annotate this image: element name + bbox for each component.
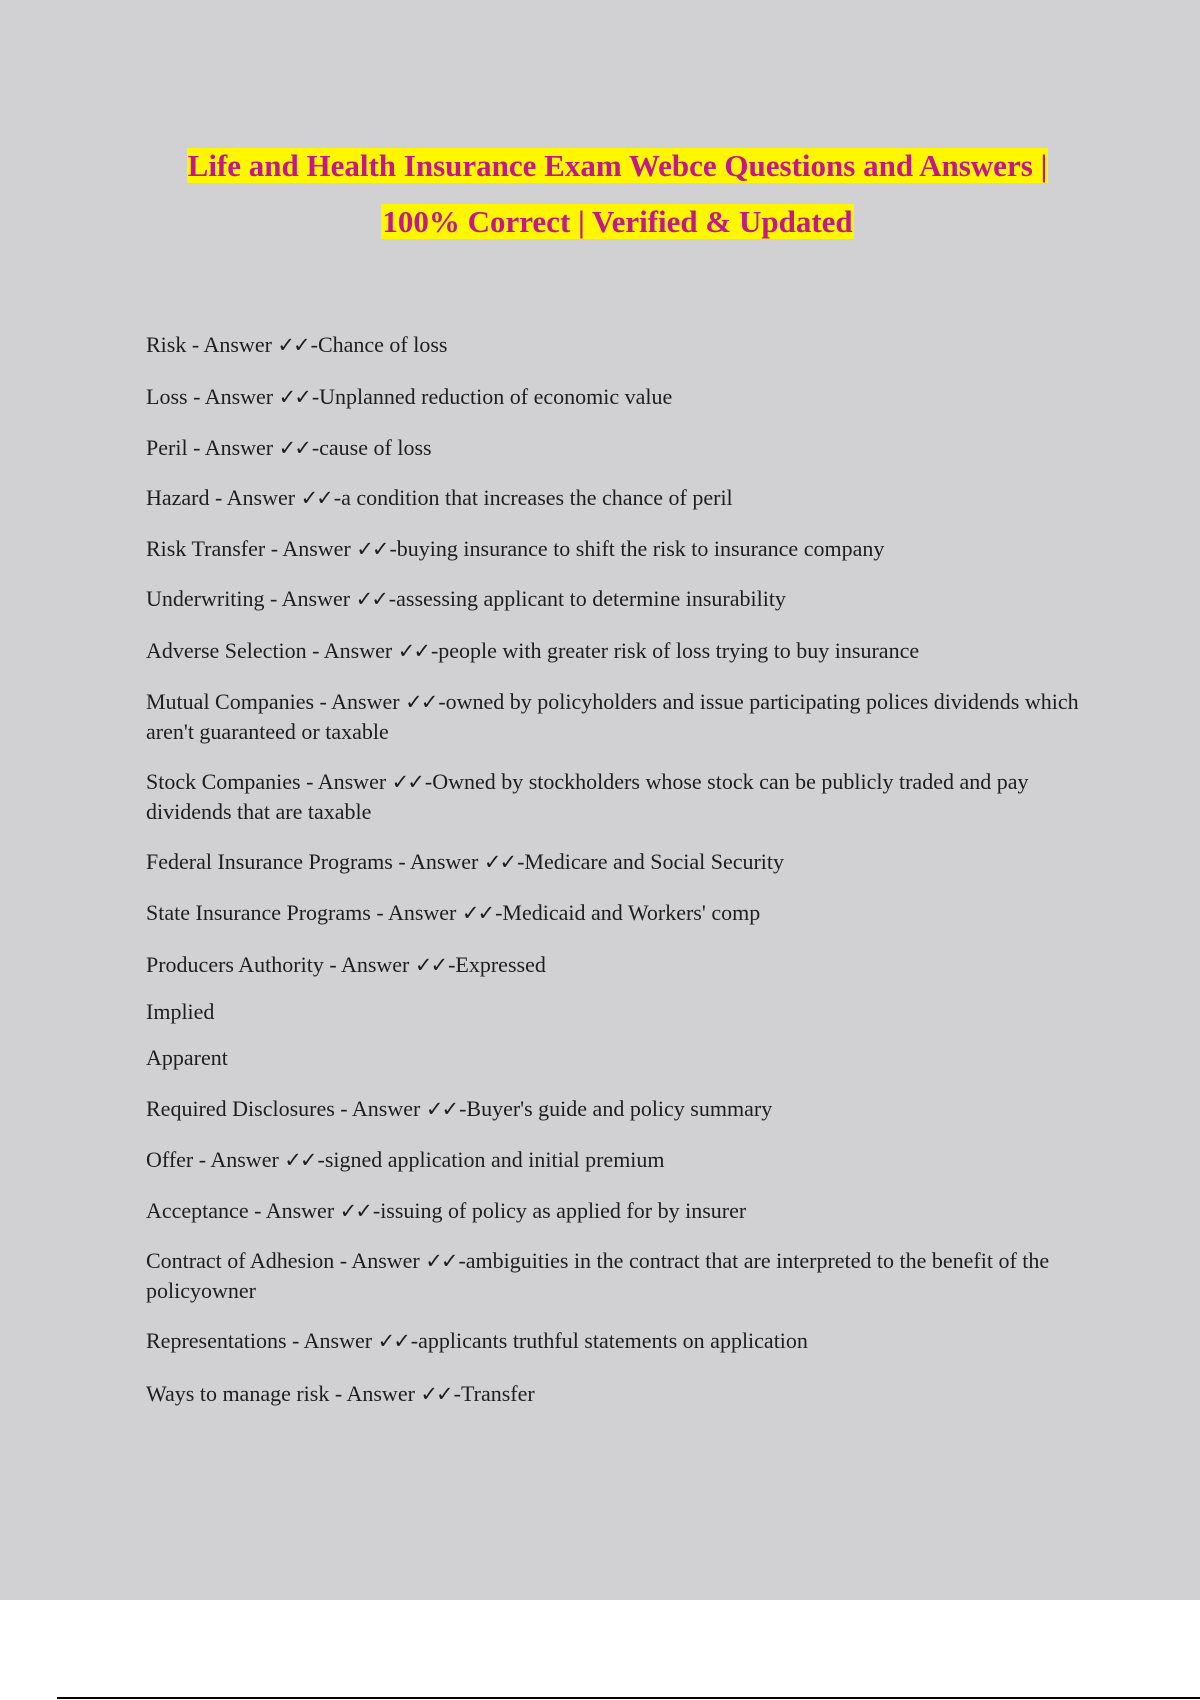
- answer-label: Answer: [203, 332, 272, 357]
- page-title: [0, 138, 1200, 250]
- qa-separator: -: [265, 536, 283, 561]
- double-check-icon: ✓✓: [278, 385, 310, 409]
- qa-term: Acceptance: [146, 1198, 249, 1223]
- qa-term: Stock Companies: [146, 769, 301, 794]
- qa-answer: people with greater risk of loss trying to buy insurance: [438, 638, 920, 663]
- qa-separator: -: [334, 1096, 352, 1121]
- answer-label: Answer: [331, 689, 400, 714]
- double-check-icon: ✓✓: [377, 1329, 409, 1353]
- qa-separator: -: [306, 638, 324, 663]
- qa-separator: -: [248, 1198, 266, 1223]
- qa-answer: Chance of loss: [317, 332, 448, 357]
- qa-answer: assessing applicant to determine insurability: [396, 586, 786, 611]
- answer-label: Answer: [265, 1198, 335, 1223]
- qa-item: Contract of Adhesion - Answer ✓✓-ambiguities in the contract that are interpreted to the benefit of the policyowner: [146, 1248, 1050, 1303]
- qa-item: Mutual Companies - Answer ✓✓-owned by policyholders and issue participating polices dividends which aren't guaranteed or taxable: [146, 689, 1079, 744]
- qa-separator: -: [323, 952, 341, 977]
- answer-label: Answer: [387, 900, 457, 925]
- title-line-1: Life and Health Insurance Exam Webce Questions and Answers |: [187, 148, 1048, 183]
- qa-answer: Implied: [146, 999, 215, 1024]
- qa-answer: buying insurance to shift the risk to insurance company: [396, 536, 885, 561]
- double-check-icon: ✓✓: [300, 486, 332, 510]
- qa-separator: -: [186, 332, 204, 357]
- qa-answer: owned by policyholders and issue participating polices dividends which aren't guaranteed or taxable: [146, 689, 1079, 744]
- qa-separator: -: [329, 1381, 347, 1406]
- answer-label: Answer: [323, 638, 393, 663]
- answer-label: Answer: [409, 849, 479, 874]
- footer-rule: [57, 1697, 1200, 1699]
- qa-item: [146, 997, 1096, 1027]
- qa-term: Hazard: [146, 485, 210, 510]
- double-check-icon: ✓✓: [284, 1148, 316, 1172]
- qa-item: Underwriting - Answer ✓✓-assessing applicant to determine insurability: [146, 586, 786, 611]
- qa-term: Mutual Companies: [146, 689, 315, 714]
- qa-item: Peril - Answer ✓✓-cause of loss: [146, 435, 432, 460]
- answer-label: Answer: [351, 1096, 421, 1121]
- qa-item: Adverse Selection - Answer ✓✓-people with greater risk of loss trying to buy insurance: [146, 638, 920, 663]
- qa-term: Representations: [146, 1328, 287, 1353]
- qa-term: Adverse Selection: [146, 638, 307, 663]
- qa-answer: issuing of policy as applied for by insurer: [380, 1198, 747, 1223]
- answer-label: Answer: [226, 485, 296, 510]
- qa-separator: -: [334, 1248, 352, 1273]
- double-check-icon: ✓✓: [277, 333, 309, 357]
- qa-term: State Insurance Programs: [146, 900, 371, 925]
- answer-label: Answer: [351, 1248, 420, 1273]
- qa-term: Contract of Adhesion: [146, 1248, 335, 1273]
- qa-term: Loss: [146, 384, 188, 409]
- qa-term: Risk Transfer: [146, 536, 266, 561]
- answer-label: Answer: [282, 536, 351, 561]
- qa-answer: cause of loss: [319, 435, 432, 460]
- answer-label: Answer: [340, 952, 410, 977]
- qa-answer: Unplanned reduction of economic value: [319, 384, 673, 409]
- qa-term: Offer: [146, 1147, 194, 1172]
- qa-answer: Transfer: [460, 1381, 535, 1406]
- title-line-2: 100% Correct | Verified & Updated: [382, 204, 853, 239]
- qa-term: Federal Insurance Programs: [146, 849, 393, 874]
- double-check-icon: ✓✓: [397, 639, 429, 663]
- qa-answer: signed application and initial premium: [324, 1147, 665, 1172]
- qa-answer: Expressed: [455, 952, 546, 977]
- qa-term: Ways to manage risk: [146, 1381, 330, 1406]
- qa-answer: Buyer's guide and policy summary: [466, 1096, 773, 1121]
- double-check-icon: ✓✓: [391, 770, 423, 794]
- qa-term: Peril: [146, 435, 188, 460]
- qa-term: Risk: [146, 332, 187, 357]
- qa-answer: ambiguities in the contract that are interpreted to the benefit of the policyowner: [146, 1248, 1050, 1303]
- qa-answer: Apparent: [146, 1045, 228, 1070]
- double-check-icon: ✓✓: [420, 1382, 452, 1406]
- double-check-icon: ✓✓: [425, 1097, 458, 1121]
- qa-separator: -: [187, 435, 205, 460]
- qa-item: Risk - Answer ✓✓-Chance of loss: [146, 332, 448, 357]
- qa-item: Risk Transfer - Answer ✓✓-buying insurance to shift the risk to insurance company: [146, 536, 885, 561]
- qa-item: State Insurance Programs - Answer ✓✓-Medicaid and Workers' comp: [146, 900, 761, 925]
- page-footer-area: [0, 1600, 1200, 1700]
- qa-separator: -: [286, 1328, 304, 1353]
- qa-term: Underwriting: [146, 586, 265, 611]
- qa-item: Ways to manage risk - Answer ✓✓-Transfer: [146, 1381, 535, 1406]
- answer-label: Answer: [281, 586, 351, 611]
- qa-term: Required Disclosures: [146, 1096, 335, 1121]
- qa-separator: -: [392, 849, 410, 874]
- qa-item: Hazard - Answer ✓✓-a condition that increases the chance of peril: [146, 485, 733, 510]
- double-check-icon: ✓✓: [483, 850, 516, 874]
- answer-label: Answer: [317, 769, 387, 794]
- answer-label: Answer: [210, 1147, 279, 1172]
- qa-separator: -: [314, 689, 332, 714]
- double-check-icon: ✓✓: [425, 1249, 457, 1273]
- qa-item: Offer - Answer ✓✓-signed application and initial premium: [146, 1147, 665, 1172]
- double-check-icon: ✓✓: [405, 690, 437, 714]
- qa-term: Producers Authority: [146, 952, 324, 977]
- qa-answer: Owned by stockholders whose stock can be publicly traded and pay dividends that are taxable: [146, 769, 1029, 824]
- answer-label: Answer: [346, 1381, 415, 1406]
- double-check-icon: ✓✓: [356, 537, 388, 561]
- qa-answer: Medicaid and Workers' comp: [502, 900, 761, 925]
- double-check-icon: ✓✓: [461, 901, 494, 925]
- qa-item: Required Disclosures - Answer ✓✓-Buyer's guide and policy summary: [146, 1096, 773, 1121]
- qa-item: [146, 1043, 1096, 1073]
- qa-item: Federal Insurance Programs - Answer ✓✓-Medicare and Social Security: [146, 849, 785, 874]
- qa-separator: -: [264, 586, 282, 611]
- double-check-icon: ✓✓: [414, 953, 447, 977]
- double-check-icon: ✓✓: [278, 436, 310, 460]
- answer-label: Answer: [303, 1328, 373, 1353]
- qa-answer: applicants truthful statements on application: [418, 1328, 808, 1353]
- qa-separator: -: [187, 384, 205, 409]
- qa-item: Loss - Answer ✓✓-Unplanned reduction of economic value: [146, 384, 673, 409]
- qa-separator: -: [370, 900, 388, 925]
- qa-separator: -: [300, 769, 318, 794]
- qa-separator: -: [193, 1147, 211, 1172]
- double-check-icon: ✓✓: [355, 587, 387, 611]
- qa-item: Acceptance - Answer ✓✓-issuing of policy as applied for by insurer: [146, 1198, 747, 1223]
- answer-label: Answer: [204, 435, 274, 460]
- qa-answer: a condition that increases the chance of peril: [341, 485, 733, 510]
- answer-label: Answer: [204, 384, 274, 409]
- qa-separator: -: [209, 485, 227, 510]
- double-check-icon: ✓✓: [339, 1199, 371, 1223]
- qa-item: Stock Companies - Answer ✓✓-Owned by stockholders whose stock can be publicly traded and pay dividends that are taxable: [146, 769, 1029, 824]
- qa-item: Representations - Answer ✓✓-applicants truthful statements on application: [146, 1328, 808, 1353]
- qa-answer: Medicare and Social Security: [524, 849, 785, 874]
- qa-item: Producers Authority - Answer ✓✓-Expressed: [146, 952, 546, 977]
